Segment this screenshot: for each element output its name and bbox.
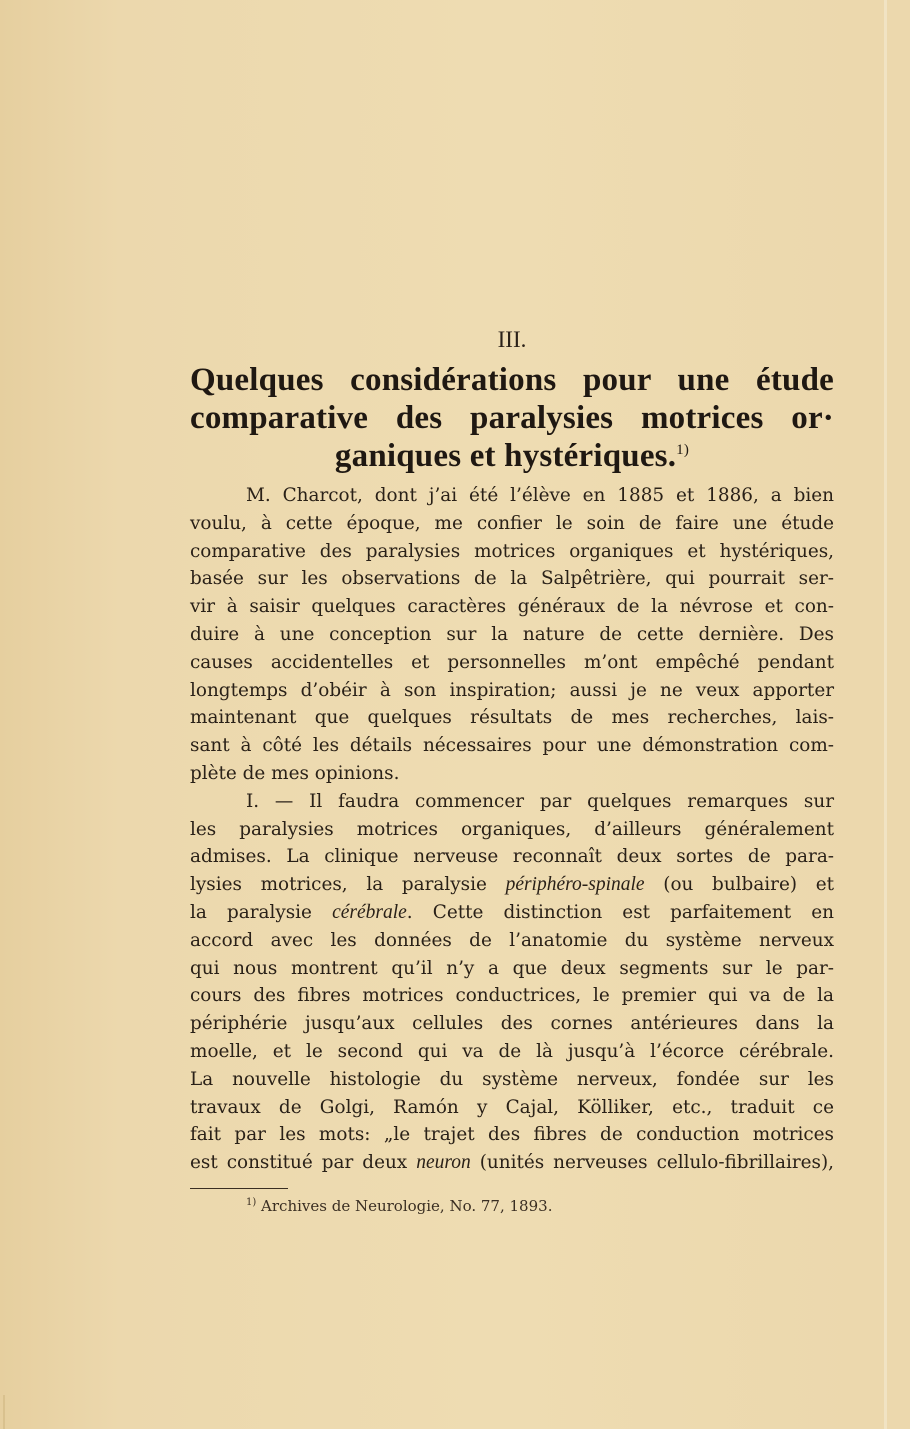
text-run: la paralysie — [190, 901, 333, 923]
text-run: (unités nerveuses cellulo-fibrillaires), — [470, 1152, 834, 1174]
text-line — [190, 899, 834, 927]
text-line: comparative des paralysies motrices organiques et hystériques, — [190, 540, 834, 562]
text-line: les paralysies motrices organiques, d’ailleurs généralement — [190, 818, 834, 840]
text-line: maintenant que quelques résultats de mes recherches, lais- — [190, 707, 834, 729]
section-number: III. — [497, 327, 527, 352]
text-line: I. — Il faudra commencer par quelques remarques sur — [246, 790, 834, 812]
footnote-divider — [190, 1188, 288, 1189]
text-line: travaux de Golgi, Ramón y Cajal, Kölliker, etc., traduit ce — [190, 1096, 834, 1118]
paragraph-intro — [190, 482, 834, 788]
text-line: longtemps d’obéir à son inspiration; aussi je ne veux apporter — [190, 679, 834, 701]
footnote-text: Archives de Neurologie, No. 77, 1893. — [256, 1197, 553, 1215]
text-line: périphérie jusqu’aux cellules des cornes antérieures dans la — [190, 1013, 834, 1035]
text-line: duire à une conception sur la nature de cette dernière. Des — [190, 623, 834, 645]
footnote — [246, 1196, 552, 1216]
page-edge — [884, 0, 887, 1429]
body-text — [190, 482, 834, 1177]
page-content — [190, 325, 834, 1177]
page-edge-mark — [3, 1395, 5, 1429]
text-line: fait par les mots: „le trajet des fibres de conduction motrices — [190, 1124, 834, 1146]
text-line: La nouvelle histologie du système nerveux, fondée sur les — [190, 1068, 834, 1090]
text-line: sant à côté les détails nécessaires pour une démonstration com- — [190, 735, 834, 757]
text-line: cours des fibres motrices conductrices, le premier qui va de la — [190, 985, 834, 1007]
text-run: lysies motrices, la paralysie — [190, 874, 506, 896]
text-line: qui nous montrent qu’il n’y a que deux segments sur le par- — [190, 957, 834, 979]
text-run: (ou bulbaire) et — [644, 874, 834, 896]
text-line — [190, 871, 834, 899]
paragraph-section-i — [190, 788, 834, 1177]
title-line-last — [190, 437, 834, 475]
text-line: basée sur les observations de la Salpêtrière, qui pourrait ser- — [190, 568, 834, 590]
text-line: accord avec les données de l’anatomie du système nerveux — [190, 929, 834, 951]
text-line — [190, 1149, 834, 1177]
chapter-title — [190, 361, 834, 475]
text-run: . Cette distinction est parfaitement en — [406, 901, 834, 923]
text-line: M. Charcot, dont j’ai été l’élève en 1885 et 1886, a bien — [246, 485, 834, 506]
text-line: admises. La clinique nerveuse reconnaît deux sortes de para- — [190, 846, 834, 868]
text-line: vir à saisir quelques caractères généraux de la névrose et con- — [190, 596, 834, 618]
title-line: comparative des paralysies motrices or· — [190, 400, 834, 436]
italic-term: neuron — [416, 1152, 471, 1174]
text-line: causes accidentelles et personnelles m’ont empêché pendant — [190, 651, 834, 673]
title-line-text: ganiques et hystériques. — [334, 438, 677, 474]
italic-term: cérébrale — [332, 901, 407, 923]
text-run: est constitué par deux — [190, 1152, 417, 1174]
title-line: Quelques considérations pour une étude — [190, 362, 834, 398]
italic-term: périphéro-spinale — [505, 874, 645, 896]
title-footnote-marker[interactable]: 1) — [676, 442, 690, 458]
footnote-marker: 1) — [246, 1197, 257, 1208]
text-line: moelle, et le second qui va de là jusqu’à l’écorce cérébrale. — [190, 1040, 834, 1062]
text-line: voulu, à cette époque, me confier le soin de faire une étude — [190, 512, 834, 534]
text-line: plète de mes opinions. — [190, 762, 400, 784]
